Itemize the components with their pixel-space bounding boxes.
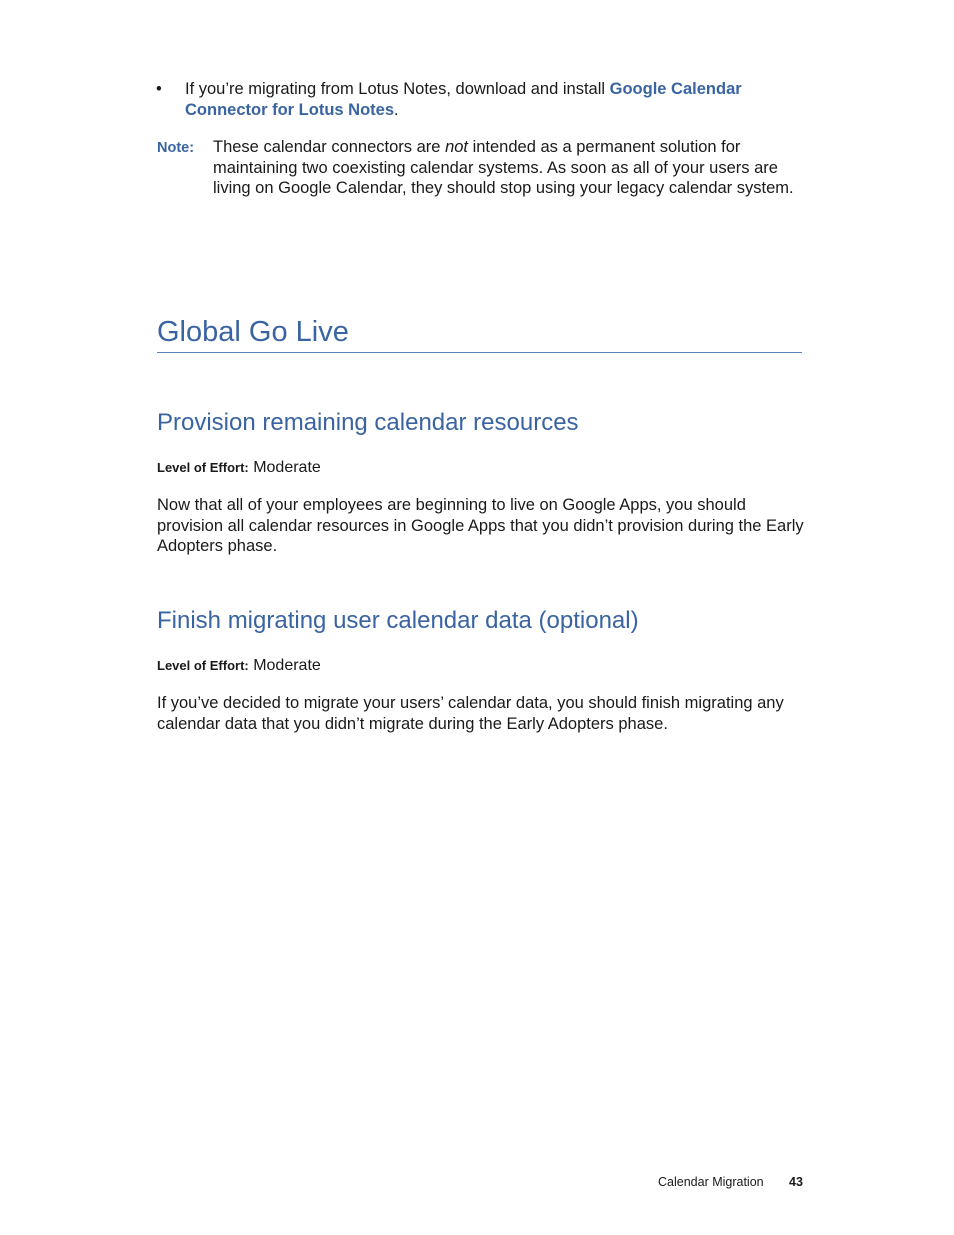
bullet-text-end: .: [394, 100, 399, 119]
subsection-title-migrate: Finish migrating user calendar data (optional): [157, 607, 639, 634]
footer-chapter: Calendar Migration: [658, 1175, 764, 1189]
effort-line-provision: [157, 458, 321, 478]
bullet-text-start: If you’re migrating from Lotus Notes, download and install: [185, 80, 610, 98]
effort-value: Moderate: [253, 657, 321, 674]
footer-page-number: 43: [789, 1175, 803, 1189]
effort-label: Level of Effort:: [157, 460, 249, 475]
paragraph-migrate: If you’ve decided to migrate your users’ calendar data, you should finish migrating any calendar data that you didn’t migrate during the Early Adopters phase.: [157, 694, 784, 733]
paragraph-provision: Now that all of your employees are beginning to live on Google Apps, you should provision all calendar resources in Google Apps that you didn’t provision during the Early Adopters phase.: [157, 496, 804, 555]
note-emphasis: not: [445, 138, 468, 156]
note-text: [213, 137, 808, 199]
bullet-item: [185, 79, 805, 120]
section-divider: [157, 352, 802, 353]
bullet-marker: •: [156, 80, 162, 98]
effort-line-migrate: [157, 656, 321, 676]
note-label: Note:: [157, 140, 195, 156]
subsection-title-provision: Provision remaining calendar resources: [157, 409, 579, 436]
effort-value: Moderate: [253, 459, 321, 476]
note-text-start: These calendar connectors are: [213, 138, 446, 156]
note-text-end: intended as a permanent solution for maintaining two coexisting calendar systems. As soon as all of your users are living on Google Calendar, they should stop using your legacy calendar system.: [213, 138, 794, 197]
effort-label: Level of Effort:: [157, 658, 249, 673]
lotus-notes-connector-link[interactable]: Google Calendar Connector for Lotus Notes: [185, 80, 742, 119]
section-title: Global Go Live: [157, 316, 349, 348]
